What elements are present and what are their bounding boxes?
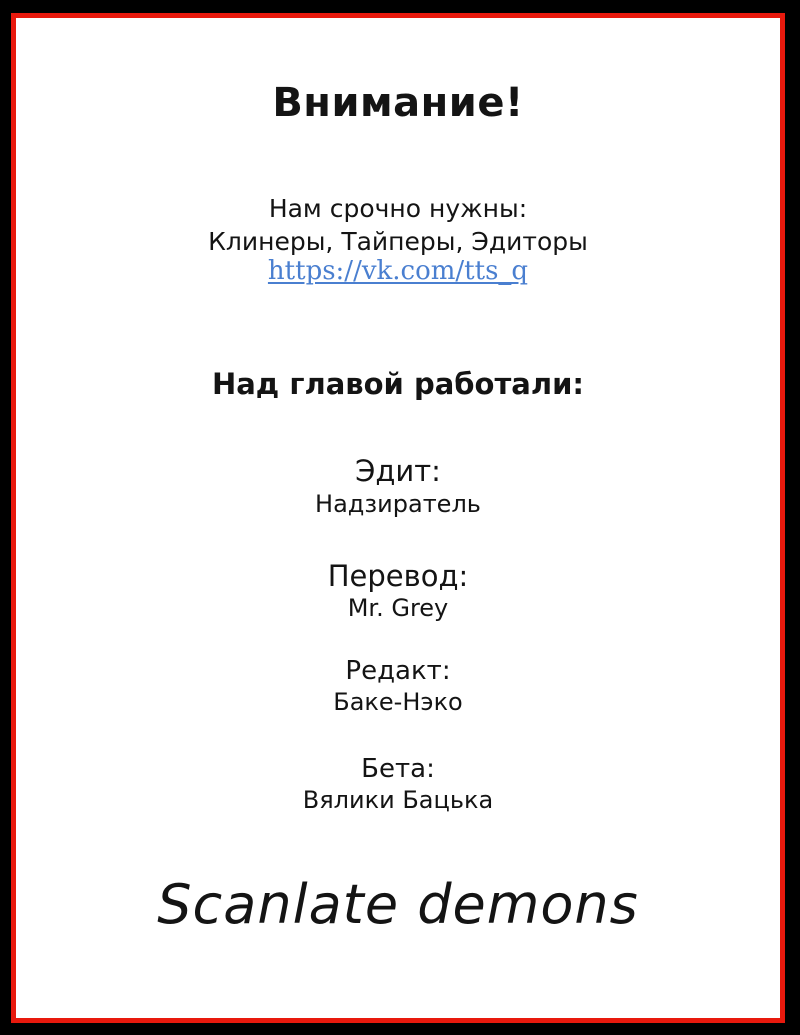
vk-link[interactable]: https://vk.com/tts_q	[267, 256, 529, 286]
role-translation-label: Перевод:	[327, 559, 469, 593]
role-edit-label: Эдит:	[355, 454, 441, 488]
recruitment-notice: Нам срочно нужны:	[268, 194, 528, 223]
recruitment-roles: Клинеры, Тайперы, Эдиторы	[208, 227, 588, 256]
credits-heading: Над главой работали:	[211, 367, 585, 401]
role-beta-label: Бета:	[361, 754, 435, 784]
role-translation-name: Mr. Grey	[347, 594, 449, 622]
scanlate-signature: Scanlate demons	[157, 873, 639, 936]
role-redact-label: Редакт:	[345, 656, 451, 686]
attention-title: Внимание!	[272, 80, 524, 126]
role-beta-name: Вялики Бацька	[302, 786, 494, 814]
credits-page	[16, 18, 780, 1018]
role-edit-name: Надзиратель	[315, 490, 481, 518]
role-redact-name: Баке-Нэко	[333, 688, 463, 716]
